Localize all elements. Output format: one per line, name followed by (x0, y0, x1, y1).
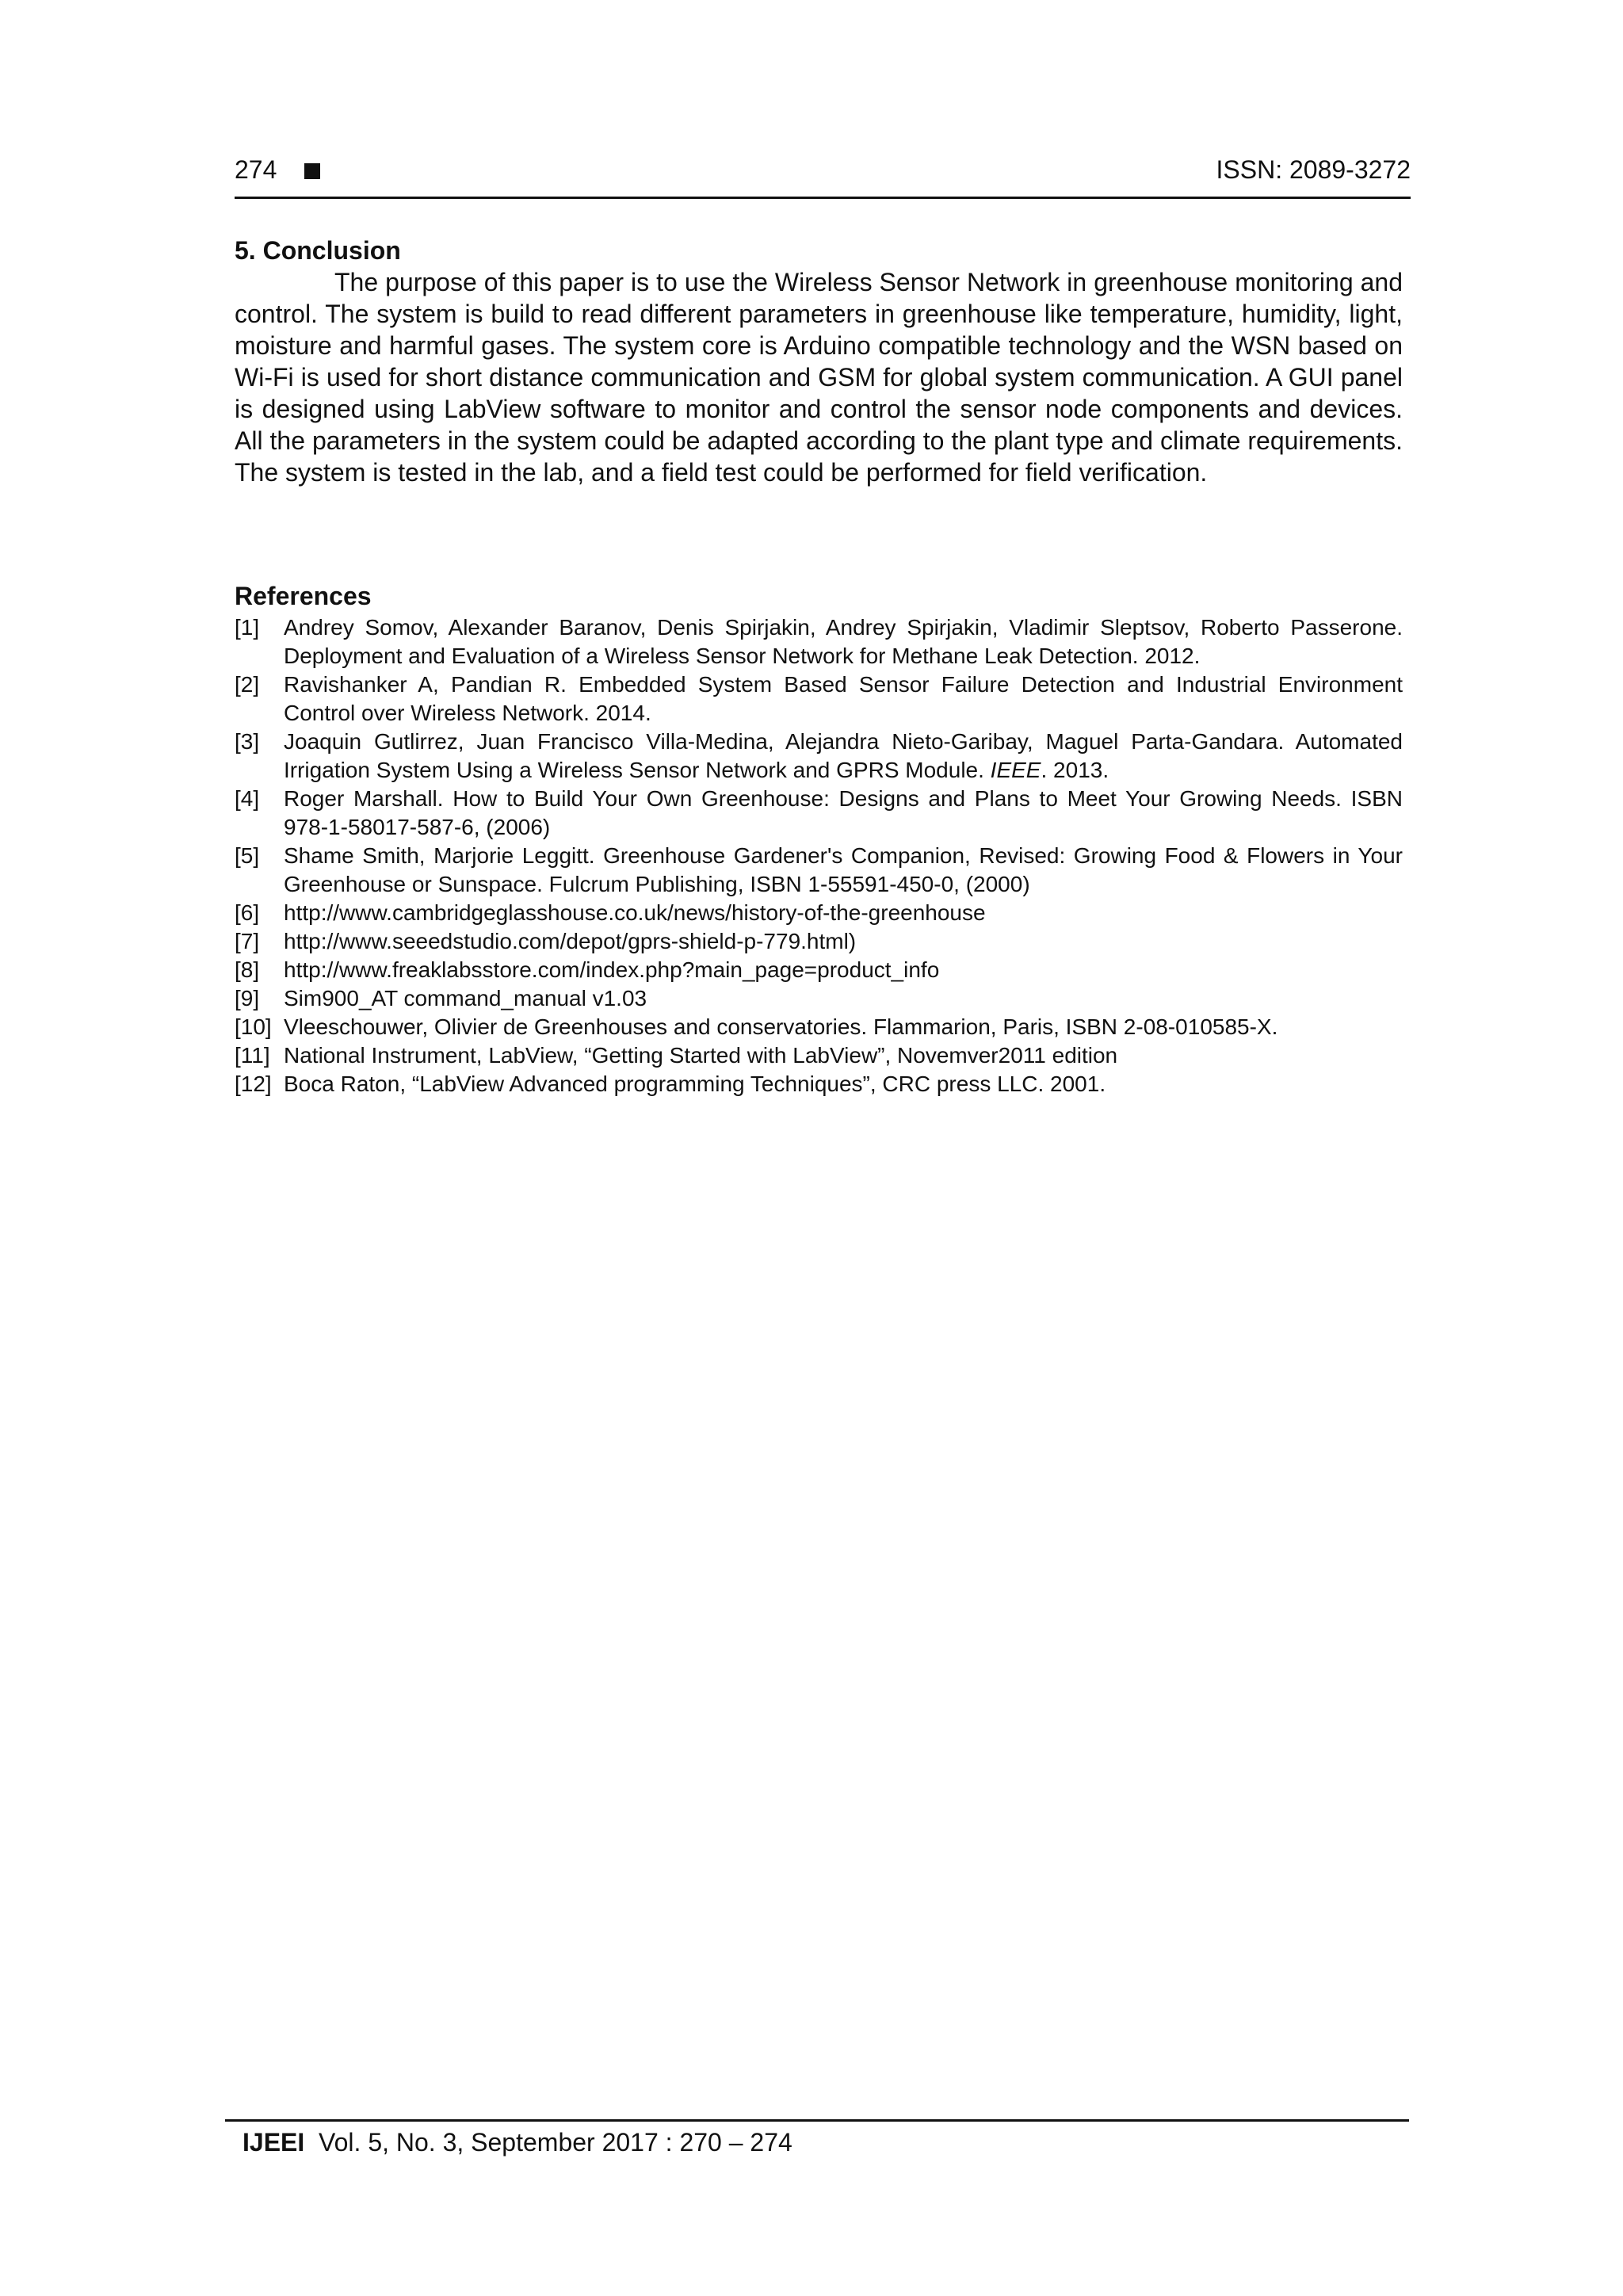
conclusion-paragraph: The purpose of this paper is to use the Wireless Sensor Network in greenhouse monitoring and control. The system is build to read different parameters in greenhouse like temperature, humidity, light, moisture and harmful gases. The system core is Arduino compatible technology and the WSN based on Wi-Fi is used for short distance communication and GSM for global system communication. A GUI panel is designed using LabView software to monitor and control the sensor node components and devices. All the parameters in the system could be adapted according to the plant type and climate requirements. The system is tested in the lab, and a field test could be performed for field verification. (235, 268, 1403, 487)
journal-name: IJEEI (242, 2128, 305, 2157)
page-footer (225, 2119, 1409, 2158)
reference-number: [3] (235, 729, 260, 754)
reference-number: [2] (235, 672, 260, 697)
references-heading: References (235, 582, 372, 610)
reference-link: http://www.freaklabsstore.com/index.php?main_page=product_info (284, 957, 940, 982)
reference-item (235, 613, 1403, 670)
reference-number: [12] (235, 1072, 272, 1096)
reference-item (235, 927, 1403, 956)
conclusion-section (235, 235, 1403, 488)
reference-text: Shame Smith, Marjorie Leggitt. Greenhouse Gardener's Companion, Revised: Growing Food & Flowers in Your Greenhouse or Sunspace. Fulcrum Publishing, ISBN 1-55591-450-0, (2000) (284, 843, 1403, 896)
reference-venue: IEEE (990, 758, 1041, 782)
reference-number: [7] (235, 929, 260, 953)
reference-text: Sim900_AT command_manual v1.03 (284, 986, 647, 1010)
reference-number: [4] (235, 786, 260, 811)
page-number: 274 (235, 155, 277, 184)
reference-text: Andrey Somov, Alexander Baranov, Denis Spirjakin, Andrey Spirjakin, Vladimir Sleptsov, Roberto Passerone. Deployment and Evaluation of a Wireless Sensor Network for Methane Leak Detection. 2012. (284, 615, 1403, 668)
reference-link: http://www.seeedstudio.com/depot/gprs-shield-p-779.html) (284, 929, 857, 953)
reference-list (235, 613, 1403, 1098)
page-header (235, 154, 1411, 199)
reference-item (235, 956, 1403, 984)
reference-item (235, 670, 1403, 728)
references-section (235, 580, 1403, 1098)
reference-number: [11] (235, 1043, 270, 1068)
reference-number: [9] (235, 986, 260, 1010)
conclusion-heading: 5. Conclusion (235, 236, 401, 265)
square-bullet-icon (304, 163, 320, 179)
reference-text-end: . 2013. (1041, 758, 1109, 782)
reference-text-main: Joaquin Gutlirrez, Juan Francisco Villa-Medina, Alejandra Nieto-Garibay, Maguel Parta-Gandara. Automated Irrigation System Using a Wireless Sensor Network and GPRS Module. (284, 729, 1403, 782)
reference-text (284, 728, 1403, 785)
reference-number: [8] (235, 957, 260, 982)
reference-item (235, 1041, 1403, 1070)
reference-number: [1] (235, 615, 260, 640)
reference-item (235, 984, 1403, 1013)
reference-item (235, 1013, 1403, 1041)
journal-citation (225, 2126, 1409, 2158)
reference-text: Boca Raton, “LabView Advanced programming Techniques”, CRC press LLC. 2001. (284, 1072, 1106, 1096)
issue-info: Vol. 5, No. 3, September 2017 : 270 – 274 (319, 2128, 792, 2157)
reference-item (235, 785, 1403, 842)
reference-item (235, 1070, 1403, 1098)
reference-text: Roger Marshall. How to Build Your Own Greenhouse: Designs and Plans to Meet Your Growing Needs. ISBN 978-1-58017-587-6, (2006) (284, 786, 1403, 839)
reference-number: [5] (235, 843, 260, 868)
reference-number: [10] (235, 1014, 272, 1039)
reference-item (235, 728, 1403, 785)
reference-text: Ravishanker A, Pandian R. Embedded System Based Sensor Failure Detection and Industrial Environment Control over Wireless Network. 2014. (284, 672, 1403, 725)
reference-text: Vleeschouwer, Olivier de Greenhouses and conservatories. Flammarion, Paris, ISBN 2-08-010585-X. (284, 1014, 1278, 1039)
reference-item (235, 842, 1403, 899)
issn-label: ISSN: 2089-3272 (1216, 155, 1411, 184)
reference-link: http://www.cambridgeglasshouse.co.uk/news/history-of-the-greenhouse (284, 900, 986, 925)
reference-number: [6] (235, 900, 260, 925)
reference-item (235, 899, 1403, 927)
reference-text: National Instrument, LabView, “Getting Started with LabView”, Novemver2011 edition (284, 1043, 1118, 1068)
